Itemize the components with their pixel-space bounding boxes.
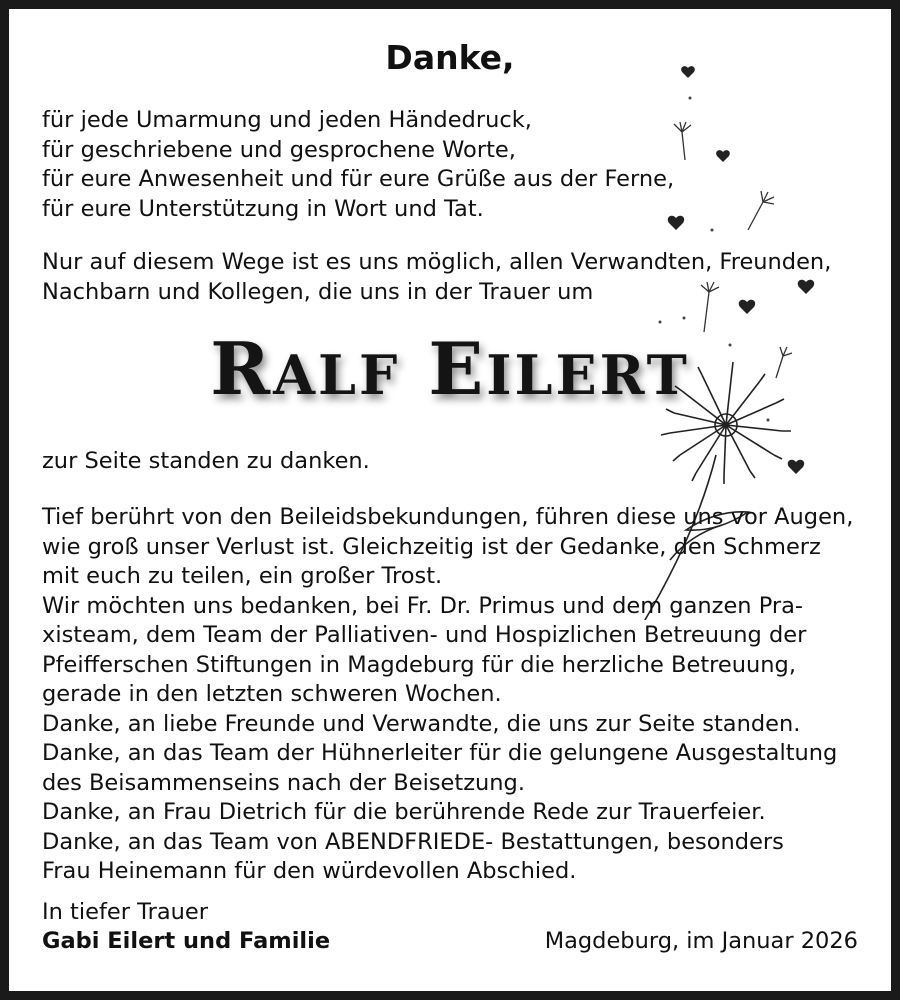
text-line: wie groß unser Verlust ist. Gleichzeitig ist der Gedanke, den Schmerz xyxy=(42,533,821,560)
text-line: Nachbarn und Kollegen, die uns in der Trauer um xyxy=(42,278,594,305)
text-line: Wir möchten uns bedanken, bei Fr. Dr. Primus und dem ganzen Pra- xyxy=(42,592,804,619)
text-line: für eure Anwesenheit und für eure Grüße aus der Ferne, xyxy=(42,166,675,192)
page-title: Danke, xyxy=(385,38,515,77)
text-line: des Beisammenseins nach der Beisetzung. xyxy=(42,769,525,796)
text-line: Tief berührt von den Beileidsbekundungen, führen diese uns vor Augen, xyxy=(42,504,854,530)
text-line: Frau Heinemann für den würdevollen Abschied. xyxy=(42,858,577,884)
text-line: Pfeifferschen Stiftungen in Magdeburg für die herzliche Betreuung, xyxy=(42,651,796,678)
surname-initial: E xyxy=(428,326,487,411)
intro-paragraph xyxy=(42,106,674,224)
text-line: Danke, an Frau Dietrich für die berührende Rede zur Trauerfeier. xyxy=(42,799,766,825)
text-line: für jede Umarmung und jeden Händedruck, xyxy=(42,107,532,133)
text-line: xisteam, dem Team der Palliativen- und Hospizlichen Betreuung der xyxy=(42,622,807,648)
text-line: gerade in den letzten schweren Wochen. xyxy=(42,681,502,707)
lead-paragraph xyxy=(42,248,831,307)
text-line: Danke, an das Team der Hühnerleiter für die gelungene Ausgestaltung xyxy=(42,740,838,766)
text-line: für geschriebene und gesprochene Worte, xyxy=(42,136,516,163)
surname-rest: ILERT xyxy=(486,343,690,407)
text-line: Danke, an liebe Freunde und Verwandte, die uns zur Seite standen. xyxy=(42,710,801,737)
family-signature: Gabi Eilert und Familie xyxy=(42,928,331,954)
name-rest: ALF xyxy=(273,343,401,407)
place-date: Magdeburg, im Januar 2026 xyxy=(544,928,858,954)
text-line: Nur auf diesem Wege ist es uns möglich, allen Verwandten, Freunden, xyxy=(42,249,832,275)
deceased-name xyxy=(0,326,900,411)
closing-label: In tiefer Trauer xyxy=(42,899,208,925)
text-line: mit euch zu teilen, ein großer Trost. xyxy=(42,563,443,589)
body-paragraph xyxy=(42,503,853,887)
text-line: Danke, an das Team von ABENDFRIEDE- Bestattungen, besonders xyxy=(42,828,784,855)
text-line: für eure Unterstützung in Wort und Tat. xyxy=(42,195,484,222)
after-name-line: zur Seite standen zu danken. xyxy=(42,448,370,474)
name-initial: R xyxy=(210,326,274,411)
